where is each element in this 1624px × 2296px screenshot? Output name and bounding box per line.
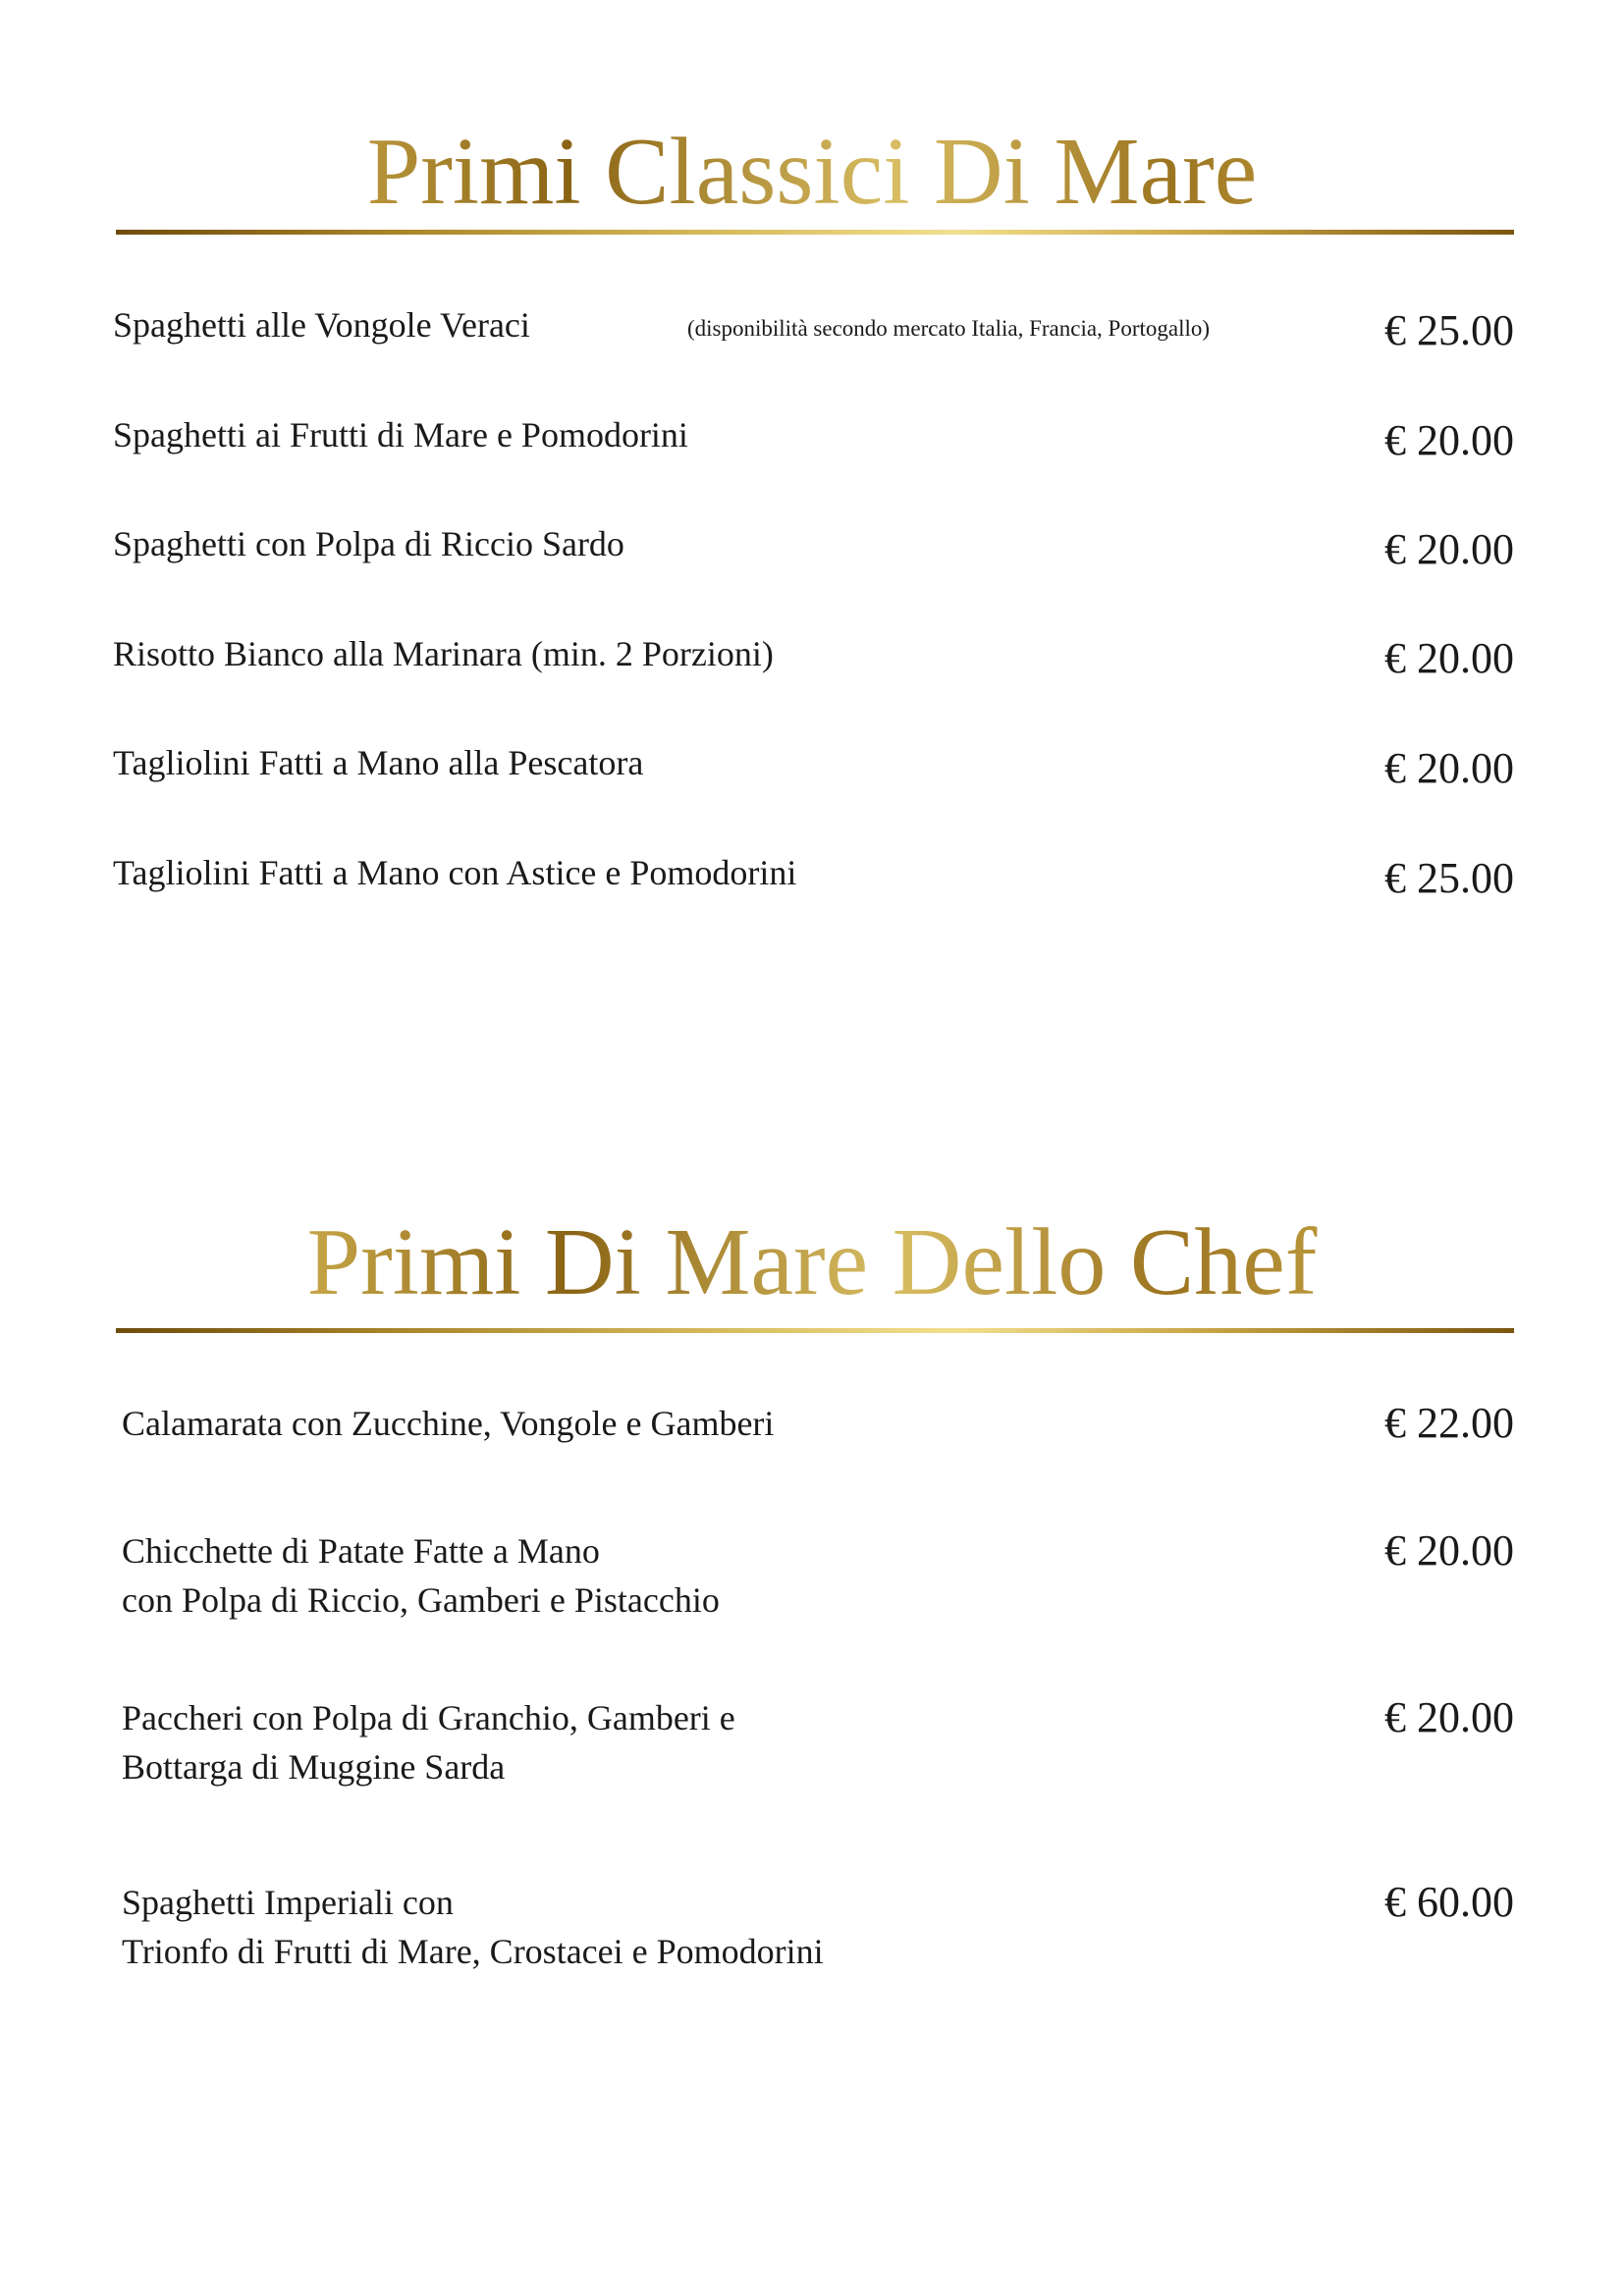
menu-item-name: Spaghetti alle Vongole Veraci xyxy=(113,305,530,345)
menu-item-price: € 20.00 xyxy=(1384,1693,1514,1741)
menu-item-name: Risotto Bianco alla Marinara (min. 2 Porzioni) xyxy=(113,634,774,673)
menu-item-price: € 20.00 xyxy=(1384,744,1514,792)
menu-item xyxy=(122,1878,824,1976)
menu-item-price: € 60.00 xyxy=(1384,1878,1514,1926)
menu-item-price: € 20.00 xyxy=(1384,525,1514,573)
menu-item-name: Spaghetti con Polpa di Riccio Sardo xyxy=(113,524,624,563)
menu-item-description: con Polpa di Riccio, Gamberi e Pistacchio xyxy=(122,1580,720,1620)
menu-item-price: € 25.00 xyxy=(1384,854,1514,902)
menu-item-name: Tagliolini Fatti a Mano con Astice e Pomodorini xyxy=(113,853,797,892)
menu-item xyxy=(113,629,774,678)
menu-item-name: Paccheri con Polpa di Granchio, Gamberi e xyxy=(122,1698,735,1737)
menu-item xyxy=(113,300,530,349)
menu-item xyxy=(113,738,643,787)
menu-item-price: € 22.00 xyxy=(1384,1399,1514,1447)
menu-item xyxy=(113,410,688,459)
menu-item xyxy=(122,1526,720,1625)
menu-item xyxy=(113,848,796,897)
menu-item-price: € 25.00 xyxy=(1384,306,1514,354)
menu-item-name: Spaghetti Imperiali con xyxy=(122,1883,454,1922)
menu-item-name: Tagliolini Fatti a Mano alla Pescatora xyxy=(113,743,644,782)
menu-item-description: Bottarga di Muggine Sarda xyxy=(122,1747,506,1787)
menu-item xyxy=(122,1693,735,1791)
menu-item xyxy=(113,519,624,568)
gold-divider xyxy=(116,1328,1514,1333)
menu-item-name: Spaghetti ai Frutti di Mare e Pomodorini xyxy=(113,415,688,454)
menu-item-note: (disponibilità secondo mercato Italia, Francia, Portogallo) xyxy=(687,316,1211,341)
menu-item-description: Trionfo di Frutti di Mare, Crostacei e Pomodorini xyxy=(122,1932,824,1971)
menu-item-name: Chicchette di Patate Fatte a Mano xyxy=(122,1531,600,1571)
menu-item xyxy=(122,1399,774,1448)
menu-item-price: € 20.00 xyxy=(1384,1526,1514,1575)
menu-item-name: Calamarata con Zucchine, Vongole e Gamberi xyxy=(122,1404,775,1443)
section-title-primi-chef: Primi Di Mare Dello Chef xyxy=(0,1214,1624,1310)
menu-item-price: € 20.00 xyxy=(1384,416,1514,464)
section-title-primi-classici: Primi Classici Di Mare xyxy=(0,124,1624,220)
menu-item-price: € 20.00 xyxy=(1384,634,1514,682)
gold-divider xyxy=(116,230,1514,235)
